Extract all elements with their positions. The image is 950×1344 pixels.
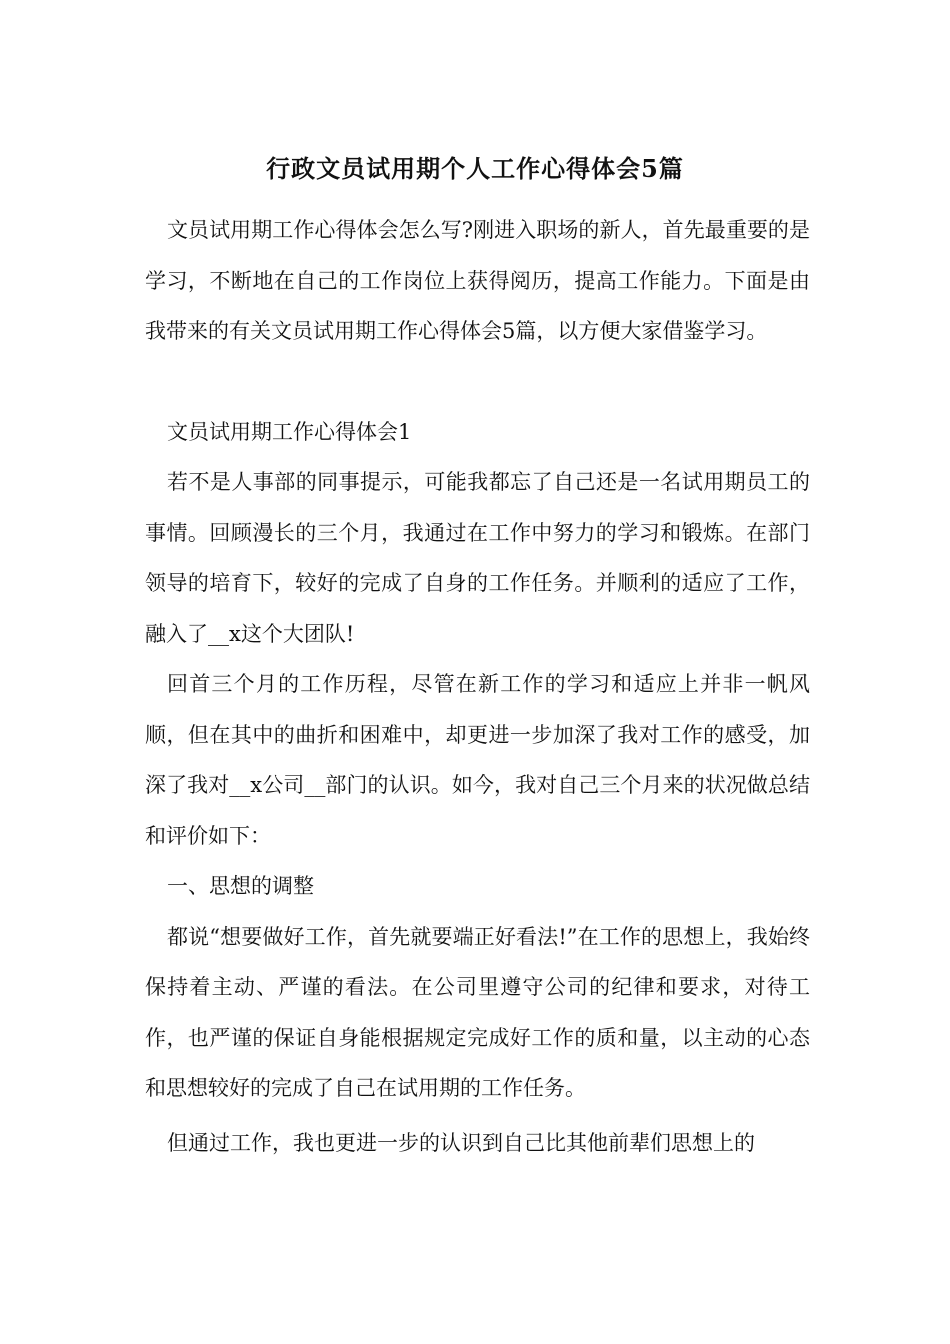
body-paragraph-2: 回首三个月的工作历程，尽管在新工作的学习和适应上并非一帆风顺，但在其中的曲折和困难中，却更进一步加深了我对工作的感受，加深了我对__x公司__部门的认识。如今，我对自己三个月来的状况做总结和评价如下：	[145, 672, 810, 848]
document-title: 行政文员试用期个人工作心得体会5篇	[266, 154, 684, 183]
body-paragraph-3: 都说“想要做好工作，首先就要端正好看法!”在工作的思想上，我始终保持着主动、严谨的看法。在公司里遵守公司的纪律和要求，对待工作，也严谨的保证自身能根据规定完成好工作的质和量，以主动的心态和思想较好的完成了自己在试用期的工作任务。	[145, 924, 810, 1100]
section-heading: 文员试用期工作心得体会1	[167, 419, 412, 444]
subheading-thought-adjustment: 一、思想的调整	[167, 874, 314, 898]
body-paragraph-4: 但通过工作，我也更进一步的认识到自己比其他前辈们思想上的	[167, 1130, 755, 1155]
body-paragraph-1: 若不是人事部的同事提示，可能我都忘了自己还是一名试用期员工的事情。回顾漫长的三个月，我通过在工作中努力的学习和锻炼。在部门领导的培育下，较好的完成了自身的工作任务。并顺利的适应了工作，融入了__x这个大团队!	[145, 470, 810, 646]
paragraph-spacer	[145, 357, 810, 407]
document-body	[145, 205, 810, 1168]
intro-paragraph: 文员试用期工作心得体会怎么写?刚进入职场的新人，首先最重要的是学习，不断地在自己的工作岗位上获得阅历，提高工作能力。下面是由我带来的有关文员试用期工作心得体会5篇，以方便大家借鉴学习。	[145, 218, 810, 343]
